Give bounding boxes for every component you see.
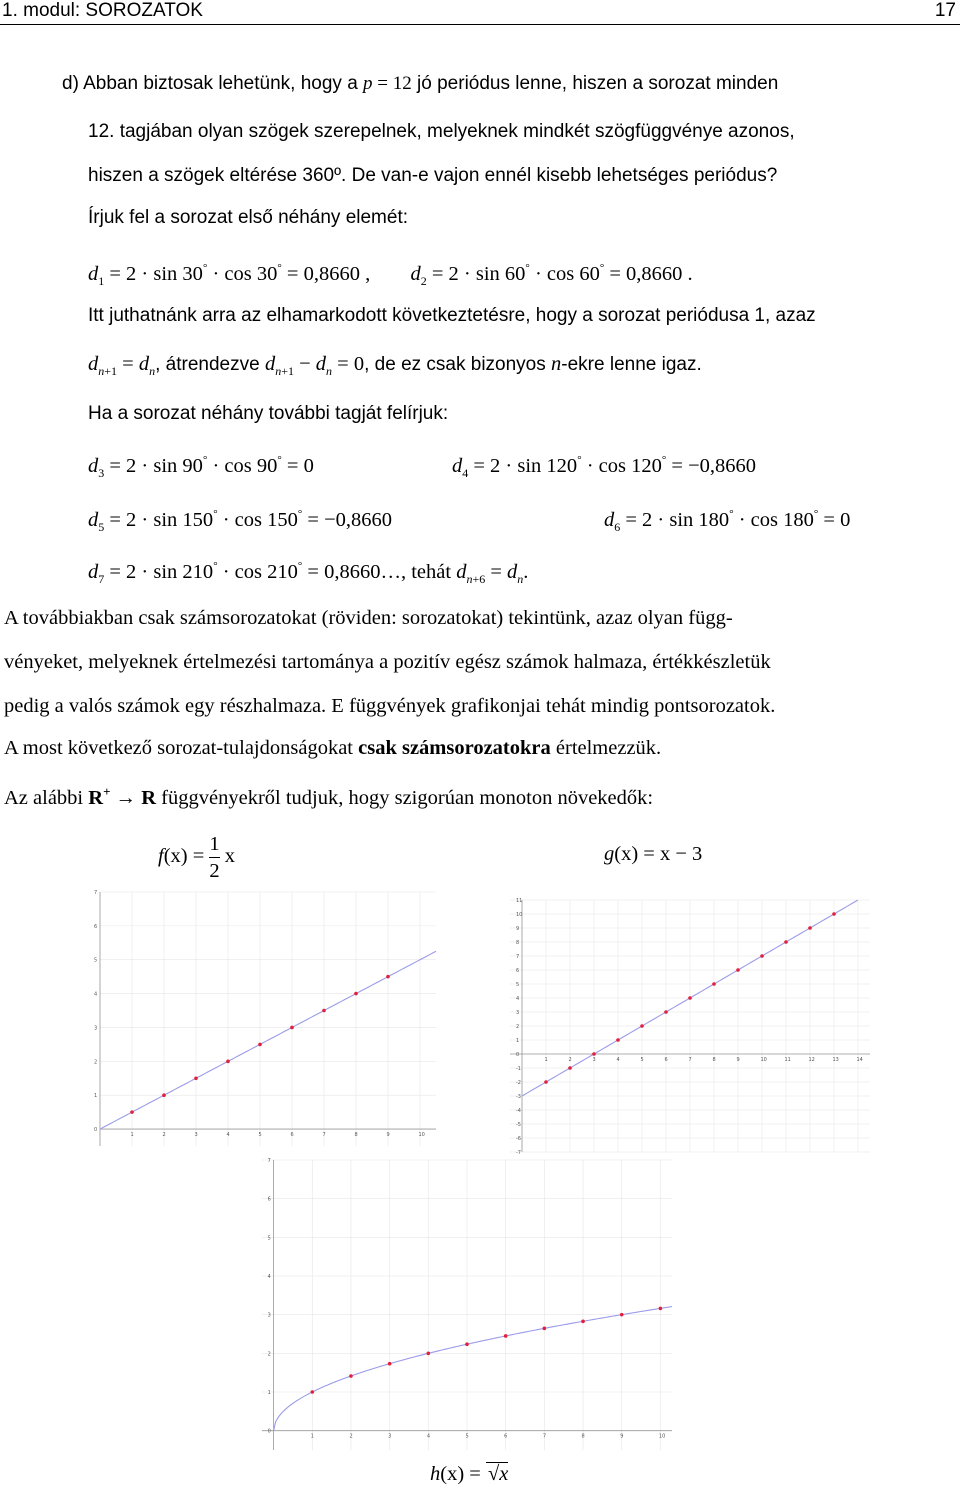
x-tick-label: 1 bbox=[544, 1057, 548, 1063]
equation-d7: $d_7 = 2 \cdot \sin 210^\circ \cdot \cos 210^\circ$ = 0,8660…, tehát $d_{n+6} = d_n$. bbox=[88, 560, 529, 586]
y-tick-label: 1 bbox=[516, 1038, 520, 1044]
data-point bbox=[808, 926, 812, 930]
function-h: h(x) = √x bbox=[430, 1463, 509, 1485]
y-tick-label: -3 bbox=[516, 1094, 521, 1100]
x-tick-label: 1 bbox=[310, 1433, 314, 1440]
data-point bbox=[290, 1026, 294, 1030]
data-point bbox=[194, 1076, 198, 1080]
data-point bbox=[544, 1080, 548, 1084]
x-tick-label: 8 bbox=[581, 1433, 585, 1440]
function-g: g(x) = x − 3 bbox=[604, 843, 703, 865]
para-2-line-2: $d_{n+1} = d_n$, átrendezve $d_{n+1} - d_n = 0$, de ez csak bizonyos n-ekre lenne igaz. bbox=[88, 353, 702, 378]
chart-background bbox=[100, 892, 436, 1146]
y-tick-label: -5 bbox=[516, 1122, 521, 1128]
y-tick-label: 4 bbox=[267, 1274, 271, 1280]
x-tick-label: 4 bbox=[616, 1057, 620, 1063]
page-header bbox=[0, 0, 960, 25]
x-tick-label: 7 bbox=[322, 1132, 326, 1139]
data-point bbox=[688, 996, 692, 1000]
x-tick-label: 4 bbox=[426, 1433, 431, 1440]
y-tick-label: 1 bbox=[267, 1390, 271, 1396]
data-point bbox=[465, 1342, 469, 1346]
para-2-line-3: Ha a sorozat néhány további tagját felírjuk: bbox=[88, 403, 449, 424]
data-point bbox=[310, 1390, 314, 1394]
x-tick-label: 3 bbox=[592, 1057, 596, 1063]
data-point bbox=[592, 1052, 596, 1056]
y-tick-label: 0 bbox=[94, 1127, 98, 1134]
y-tick-label: -1 bbox=[516, 1066, 521, 1072]
y-tick-label: 8 bbox=[516, 940, 520, 946]
para-3-line-1: A továbbiakban csak számsorozatokat (röviden: sorozatokat) tekintünk, azaz olyan függ- bbox=[4, 607, 733, 629]
y-tick-label: 9 bbox=[516, 926, 520, 932]
data-point bbox=[504, 1334, 508, 1338]
y-tick-label: 10 bbox=[516, 912, 523, 918]
data-point bbox=[258, 1043, 262, 1047]
y-tick-label: -6 bbox=[516, 1136, 521, 1142]
data-point bbox=[386, 975, 390, 979]
data-point bbox=[427, 1352, 431, 1356]
x-tick-label: 2 bbox=[162, 1132, 166, 1139]
x-tick-label: 12 bbox=[808, 1057, 815, 1063]
data-point bbox=[620, 1313, 624, 1317]
y-tick-label: 4 bbox=[94, 991, 98, 998]
data-point bbox=[543, 1327, 547, 1331]
x-tick-label: 8 bbox=[712, 1057, 716, 1063]
y-tick-label: -2 bbox=[516, 1080, 521, 1086]
data-point bbox=[659, 1307, 663, 1311]
data-point bbox=[581, 1320, 585, 1324]
y-tick-label: 2 bbox=[516, 1024, 520, 1030]
header-title: 1. modul: SOROZATOK bbox=[2, 0, 203, 21]
data-point bbox=[130, 1110, 134, 1114]
x-tick-label: 10 bbox=[658, 1433, 666, 1440]
data-point bbox=[640, 1024, 644, 1028]
y-tick-label: 3 bbox=[516, 1010, 520, 1016]
para-3-line-2: vényeket, melyeknek értelmezési tartománya a pozitív egész számok halmaza, értékkészletük bbox=[4, 651, 771, 673]
y-tick-label: 5 bbox=[516, 982, 520, 988]
data-point bbox=[388, 1362, 392, 1366]
y-tick-label: 2 bbox=[267, 1351, 271, 1358]
x-tick-label: 8 bbox=[354, 1132, 358, 1139]
x-tick-label: 13 bbox=[832, 1057, 839, 1063]
x-tick-label: 3 bbox=[194, 1132, 198, 1139]
x-tick-label: 7 bbox=[542, 1433, 547, 1440]
chart-h bbox=[262, 1160, 672, 1450]
x-tick-label: 14 bbox=[856, 1057, 863, 1063]
y-tick-label: 3 bbox=[267, 1312, 271, 1319]
para-1-line-2: 12. tagjában olyan szögek szerepelnek, melyeknek mindkét szögfüggvénye azonos, bbox=[88, 121, 795, 142]
data-point bbox=[226, 1060, 230, 1064]
x-tick-label: 2 bbox=[568, 1057, 572, 1063]
y-tick-label: -4 bbox=[516, 1108, 521, 1114]
y-tick-label: -7 bbox=[516, 1150, 521, 1156]
para-2-line-1: Itt juthatnánk arra az elhamarkodott következtetésre, hogy a sorozat periódusa 1, azaz bbox=[88, 305, 816, 326]
x-tick-label: 7 bbox=[688, 1057, 692, 1063]
y-tick-label: 0 bbox=[516, 1052, 520, 1058]
function-f: f(x) = $\frac{1}{2}$ x bbox=[158, 832, 236, 882]
y-tick-label: 2 bbox=[94, 1059, 98, 1066]
x-tick-label: 5 bbox=[640, 1057, 644, 1063]
chart-g bbox=[510, 898, 870, 1156]
y-tick-label: 7 bbox=[267, 1158, 271, 1164]
data-point bbox=[832, 912, 836, 916]
x-tick-label: 5 bbox=[465, 1433, 469, 1440]
data-point bbox=[322, 1009, 326, 1013]
x-tick-label: 3 bbox=[388, 1433, 392, 1440]
para-1-line-4: Írjuk fel a sorozat első néhány elemét: bbox=[88, 207, 409, 228]
para-3-line-5: Az alábbi R+ → R függvényekről tudjuk, hogy szigorúan monoton növekedők: bbox=[4, 784, 654, 809]
y-tick-label: 3 bbox=[94, 1025, 98, 1032]
x-tick-label: 9 bbox=[386, 1132, 390, 1139]
y-tick-label: 1 bbox=[94, 1093, 98, 1100]
x-tick-label: 6 bbox=[504, 1433, 508, 1440]
data-point bbox=[664, 1010, 668, 1014]
y-tick-label: 11 bbox=[516, 898, 523, 904]
y-tick-label: 7 bbox=[516, 954, 520, 960]
page-number: 17 bbox=[934, 0, 956, 21]
x-tick-label: 6 bbox=[290, 1132, 294, 1139]
chart-f bbox=[94, 890, 436, 1146]
equation-d1-d2: $d_1 = 2 \cdot \sin 30^\circ \cdot \cos 30^\circ = 0,8660$ , $d_2 = 2 \cdot \sin 60^\circ \cdot \cos 60^\circ = 0,8660$ . bbox=[88, 262, 693, 288]
x-tick-label: 9 bbox=[736, 1057, 740, 1063]
x-tick-label: 1 bbox=[130, 1132, 134, 1139]
y-tick-label: 6 bbox=[94, 923, 98, 930]
para-3-line-3: pedig a valós számok egy részhalmaza. E függvények grafikonjai tehát mindig pontsorozatok. bbox=[4, 695, 776, 717]
data-point bbox=[349, 1374, 353, 1378]
para-1-line-3: hiszen a szögek eltérése 360º. De van-e vajon ennél kisebb lehetséges periódus? bbox=[88, 165, 778, 186]
x-tick-label: 6 bbox=[664, 1057, 668, 1063]
y-tick-label: 7 bbox=[94, 890, 98, 896]
para-1-line-1: d) Abban biztosak lehetünk, hogy a p = 12 jó periódus lenne, hiszen a sorozat minden bbox=[62, 73, 779, 94]
y-tick-label: 6 bbox=[267, 1196, 271, 1203]
y-tick-label: 5 bbox=[94, 957, 98, 964]
y-tick-label: 4 bbox=[516, 996, 520, 1002]
x-tick-label: 10 bbox=[760, 1057, 767, 1063]
y-tick-label: 0 bbox=[267, 1428, 271, 1435]
x-tick-label: 10 bbox=[418, 1132, 425, 1139]
equation-d5: $d_5 = 2 \cdot \sin 150^\circ \cdot \cos 150^\circ = -0,8660$ bbox=[88, 508, 393, 534]
data-point bbox=[712, 982, 716, 986]
data-point bbox=[162, 1093, 166, 1097]
data-point bbox=[616, 1038, 620, 1042]
data-point bbox=[736, 968, 740, 972]
equation-d6: $d_6 = 2 \cdot \sin 180^\circ \cdot \cos 180^\circ = 0$ bbox=[604, 508, 851, 534]
x-tick-label: 2 bbox=[349, 1433, 353, 1440]
para-3-line-4: A most következő sorozat-tulajdonságokat csak számsorozatokra értelmezzük. bbox=[4, 737, 662, 759]
data-point bbox=[354, 992, 358, 996]
x-tick-label: 5 bbox=[258, 1132, 262, 1139]
data-point bbox=[568, 1066, 572, 1070]
x-tick-label: 9 bbox=[620, 1433, 624, 1440]
equation-d4: $d_4 = 2 \cdot \sin 120^\circ \cdot \cos 120^\circ = -0,8660$ bbox=[452, 454, 757, 480]
x-tick-label: 11 bbox=[784, 1057, 791, 1063]
y-tick-label: 5 bbox=[267, 1235, 271, 1242]
y-tick-label: 6 bbox=[516, 968, 520, 974]
x-tick-label: 4 bbox=[226, 1132, 230, 1139]
data-point bbox=[784, 940, 788, 944]
data-point bbox=[760, 954, 764, 958]
equation-d3: $d_3 = 2 \cdot \sin 90^\circ \cdot \cos 90^\circ = 0$ bbox=[88, 454, 314, 480]
